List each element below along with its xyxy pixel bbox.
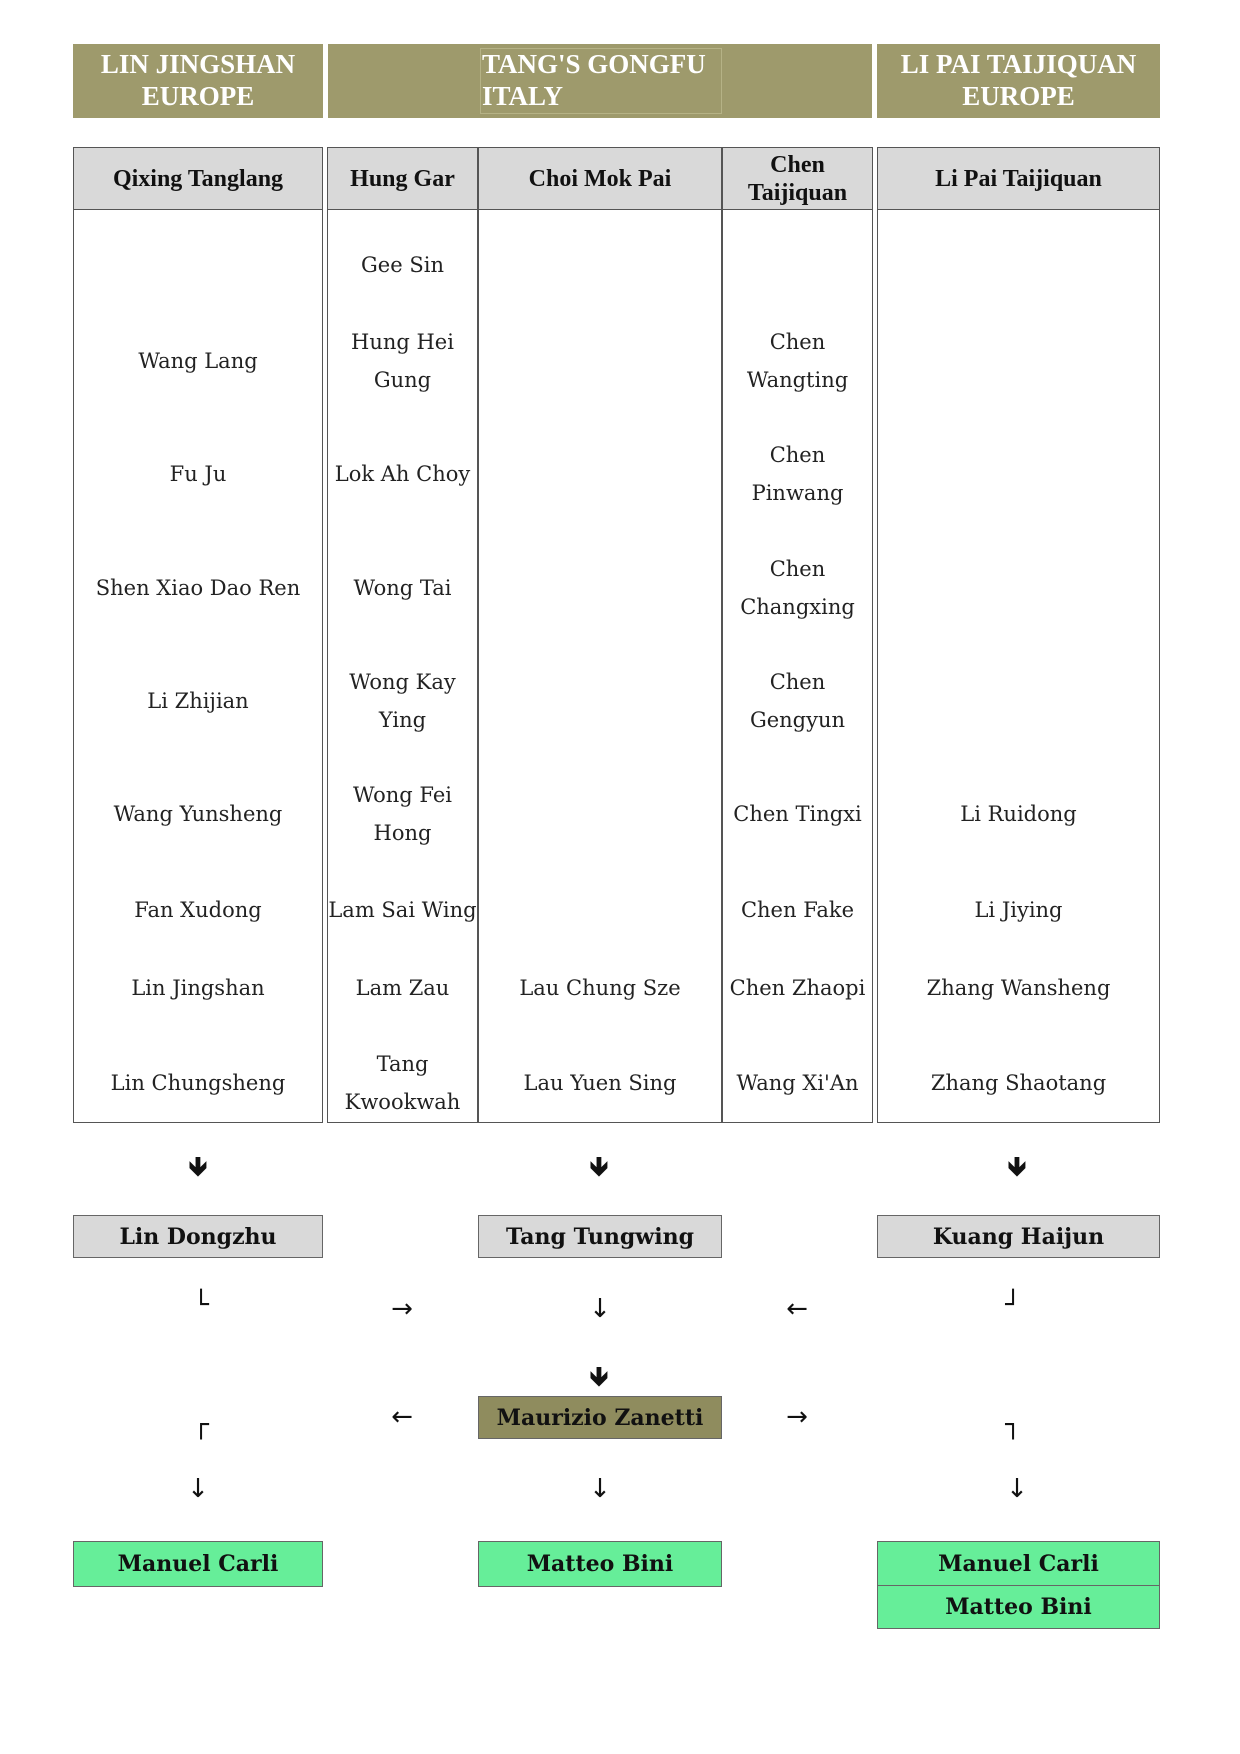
arrow-down-icon: ↓: [187, 1474, 209, 1504]
lineage-cell: Chen Zhaopi: [729, 976, 866, 1000]
banner-right-line1: LI PAI TAIJIQUAN: [900, 49, 1137, 79]
banner-tangs-gongfu-italy: [328, 44, 872, 118]
banner-li-pai-taijiquan-europe: [877, 44, 1160, 118]
lineage-cell: Li Zhijian: [147, 689, 249, 713]
arrow-left-icon: ←: [786, 1294, 808, 1324]
lineage-cell: Lam Sai Wing: [328, 898, 477, 922]
arrow-right-icon: →: [391, 1294, 413, 1324]
node-manuel-carli: Manuel Carli: [73, 1541, 323, 1587]
corner-top-right-icon: ┐: [1005, 1410, 1021, 1440]
lineage-cell: Chen Tingxi: [733, 802, 862, 826]
node-tang-tungwing: Tang Tungwing: [478, 1215, 722, 1258]
node-manuel-carli: Manuel Carli: [877, 1541, 1160, 1587]
banner-left-line2: EUROPE: [141, 81, 255, 111]
node-matteo-bini: Matteo Bini: [877, 1585, 1160, 1629]
column-header: Choi Mok Pai: [479, 148, 721, 210]
lineage-cell: Zhang Shaotang: [930, 1071, 1107, 1095]
arrow-down-icon: 🡻: [1007, 1152, 1027, 1182]
arrow-down-icon: 🡻: [589, 1362, 609, 1392]
corner-bottom-right-icon: ┘: [1005, 1290, 1021, 1320]
arrow-down-icon: ↓: [1006, 1474, 1028, 1504]
lineage-cell: Wong Kay Ying: [349, 670, 456, 732]
lineage-cell: Lau Chung Sze: [519, 976, 681, 1000]
lineage-cell: Wang Xi'An: [736, 1071, 859, 1095]
banner-lin-jingshan-europe: [73, 44, 323, 118]
column-chen-taijiquan: [722, 147, 873, 1123]
lineage-cell: Chen Fake: [740, 898, 855, 922]
node-matteo-bini: Matteo Bini: [478, 1541, 722, 1587]
node-kuang-haijun: Kuang Haijun: [877, 1215, 1160, 1258]
column-header: Hung Gar: [328, 148, 477, 210]
node-lin-dongzhu: Lin Dongzhu: [73, 1215, 323, 1258]
column-li-pai-taijiquan: [877, 147, 1160, 1123]
lineage-cell: Lok Ah Choy: [334, 462, 471, 486]
column-choi-mok-pai: [478, 147, 722, 1123]
lineage-cell: Li Ruidong: [960, 802, 1077, 826]
arrow-down-icon: ↓: [589, 1294, 611, 1324]
lineage-cell: Zhang Wansheng: [926, 976, 1111, 1000]
column-header: Li Pai Taijiquan: [878, 148, 1159, 210]
corner-bottom-left-icon: └: [193, 1290, 209, 1320]
arrow-down-icon: 🡻: [188, 1152, 208, 1182]
column-header: Chen Taijiquan: [723, 148, 872, 210]
lineage-cell: Tang Kwookwah: [344, 1052, 461, 1114]
arrow-down-icon: ↓: [589, 1474, 611, 1504]
column-hung-gar: [327, 147, 478, 1123]
column-header: Qixing Tanglang: [74, 148, 322, 210]
lineage-cell: Lam Zau: [355, 976, 450, 1000]
banner-center-line2: ITALY: [482, 81, 564, 111]
lineage-cell: Fu Ju: [169, 462, 227, 486]
lineage-cell: Lin Jingshan: [131, 976, 265, 1000]
lineage-cell: Lin Chungsheng: [110, 1071, 286, 1095]
lineage-cell: Chen Wangting: [746, 330, 849, 392]
column-qixing-tanglang: [73, 147, 323, 1123]
lineage-cell: Wang Lang: [138, 349, 258, 373]
lineage-cell: Chen Changxing: [740, 557, 855, 619]
lineage-cell: Shen Xiao Dao Ren: [95, 576, 301, 600]
lineage-cell: Chen Pinwang: [751, 443, 844, 505]
lineage-cell: Fan Xudong: [134, 898, 262, 922]
arrow-left-icon: ←: [391, 1402, 413, 1432]
lineage-cell: Chen Gengyun: [749, 670, 846, 732]
banner-right-line2: EUROPE: [962, 81, 1075, 111]
lineage-cell: Lau Yuen Sing: [523, 1071, 677, 1095]
lineage-cell: Hung Hei Gung: [351, 330, 454, 392]
lineage-cell: Wong Tai: [353, 576, 452, 600]
node-maurizio-zanetti: Maurizio Zanetti: [478, 1396, 722, 1439]
arrow-down-icon: 🡻: [589, 1152, 609, 1182]
banner-left-line1: LIN JINGSHAN: [100, 49, 296, 79]
banner-center-line1: TANG'S GONGFU: [482, 49, 706, 79]
lineage-cell: Li Jiying: [974, 898, 1063, 922]
lineage-cell: Wang Yunsheng: [113, 802, 283, 826]
lineage-cell: Wong Fei Hong: [352, 783, 452, 845]
corner-top-left-icon: ┌: [193, 1410, 209, 1440]
lineage-cell: Gee Sin: [361, 253, 444, 277]
arrow-right-icon: →: [786, 1402, 808, 1432]
